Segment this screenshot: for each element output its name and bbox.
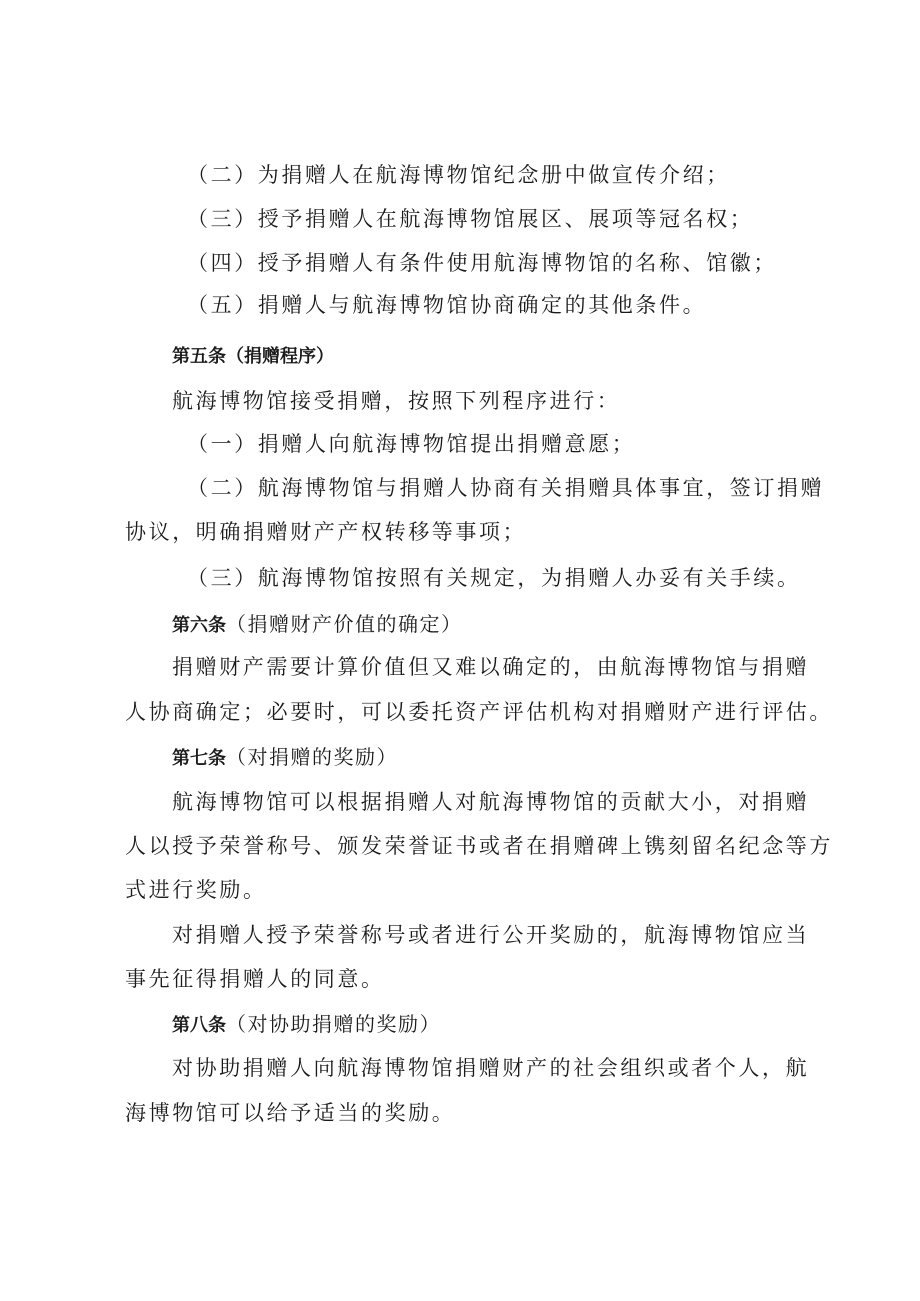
article5-item-2-line-1: （二）航海博物馆与捐赠人协商有关捐赠具体事宜，签订捐赠: [187, 476, 825, 500]
article7-tag: 第七条: [172, 748, 226, 769]
article8-body-line-1: 对协助捐赠人向航海博物馆捐赠财产的社会组织或者个人，航: [172, 1056, 810, 1080]
article7-title: （对捐赠的奖励）: [226, 745, 398, 769]
article4-item-2: （二）为捐赠人在航海博物馆纪念册中做宣传介绍；: [187, 163, 730, 187]
article6-tag: 第六条: [172, 615, 226, 636]
article5-item-2-line-2: 协议，明确捐赠财产产权转移等事项；: [125, 520, 527, 544]
article4-item-5: （五）捐赠人与航海博物馆协商确定的其他条件。: [187, 293, 707, 317]
article5-heading: [172, 342, 334, 372]
article6-body-line-2: 人协商确定；必要时，可以委托资产评估机构对捐赠财产进行评估。: [125, 700, 833, 724]
article5-item-3: （三）航海博物馆按照有关规定，为捐赠人办妥有关手续。: [187, 566, 801, 590]
article8-body-line-2: 海博物馆可以给予适当的奖励。: [125, 1101, 456, 1125]
article5-tag: 第五条: [172, 346, 226, 367]
article7-p2-line-1: 对捐赠人授予荣誉称号或者进行公开奖励的，航海博物馆应当: [172, 923, 810, 947]
article8-tag: 第八条: [172, 1015, 226, 1036]
article8-heading: [172, 1009, 441, 1041]
article7-heading: [172, 742, 398, 774]
article6-body-line-1: 捐赠财产需要计算价值但又难以确定的，由航海博物馆与捐赠: [172, 655, 810, 679]
article5-intro: 航海博物馆接受捐赠，按照下列程序进行：: [172, 389, 621, 413]
article7-p1-line-2: 人以授予荣誉称号、颁发荣誉证书或者在捐赠碑上镌刻留名纪念等方: [125, 834, 833, 858]
article6-heading: [172, 609, 463, 641]
article7-p2-line-2: 事先征得捐赠人的同意。: [125, 967, 385, 991]
article8-title: （对协助捐赠的奖励）: [226, 1012, 441, 1036]
article5-title: （捐赠程序）: [226, 346, 334, 367]
article5-item-1: （一）捐赠人向航海博物馆提出捐赠意愿；: [187, 432, 636, 456]
article4-item-4: （四）授予捐赠人有条件使用航海博物馆的名称、馆徽；: [187, 251, 777, 275]
article4-item-3: （三）授予捐赠人在航海博物馆展区、展项等冠名权；: [187, 207, 754, 231]
article7-p1-line-1: 航海博物馆可以根据捐赠人对航海博物馆的贡献大小，对捐赠: [172, 790, 810, 814]
article6-title: （捐赠财产价值的确定）: [226, 612, 463, 636]
article7-p1-line-3: 式进行奖励。: [125, 878, 267, 902]
